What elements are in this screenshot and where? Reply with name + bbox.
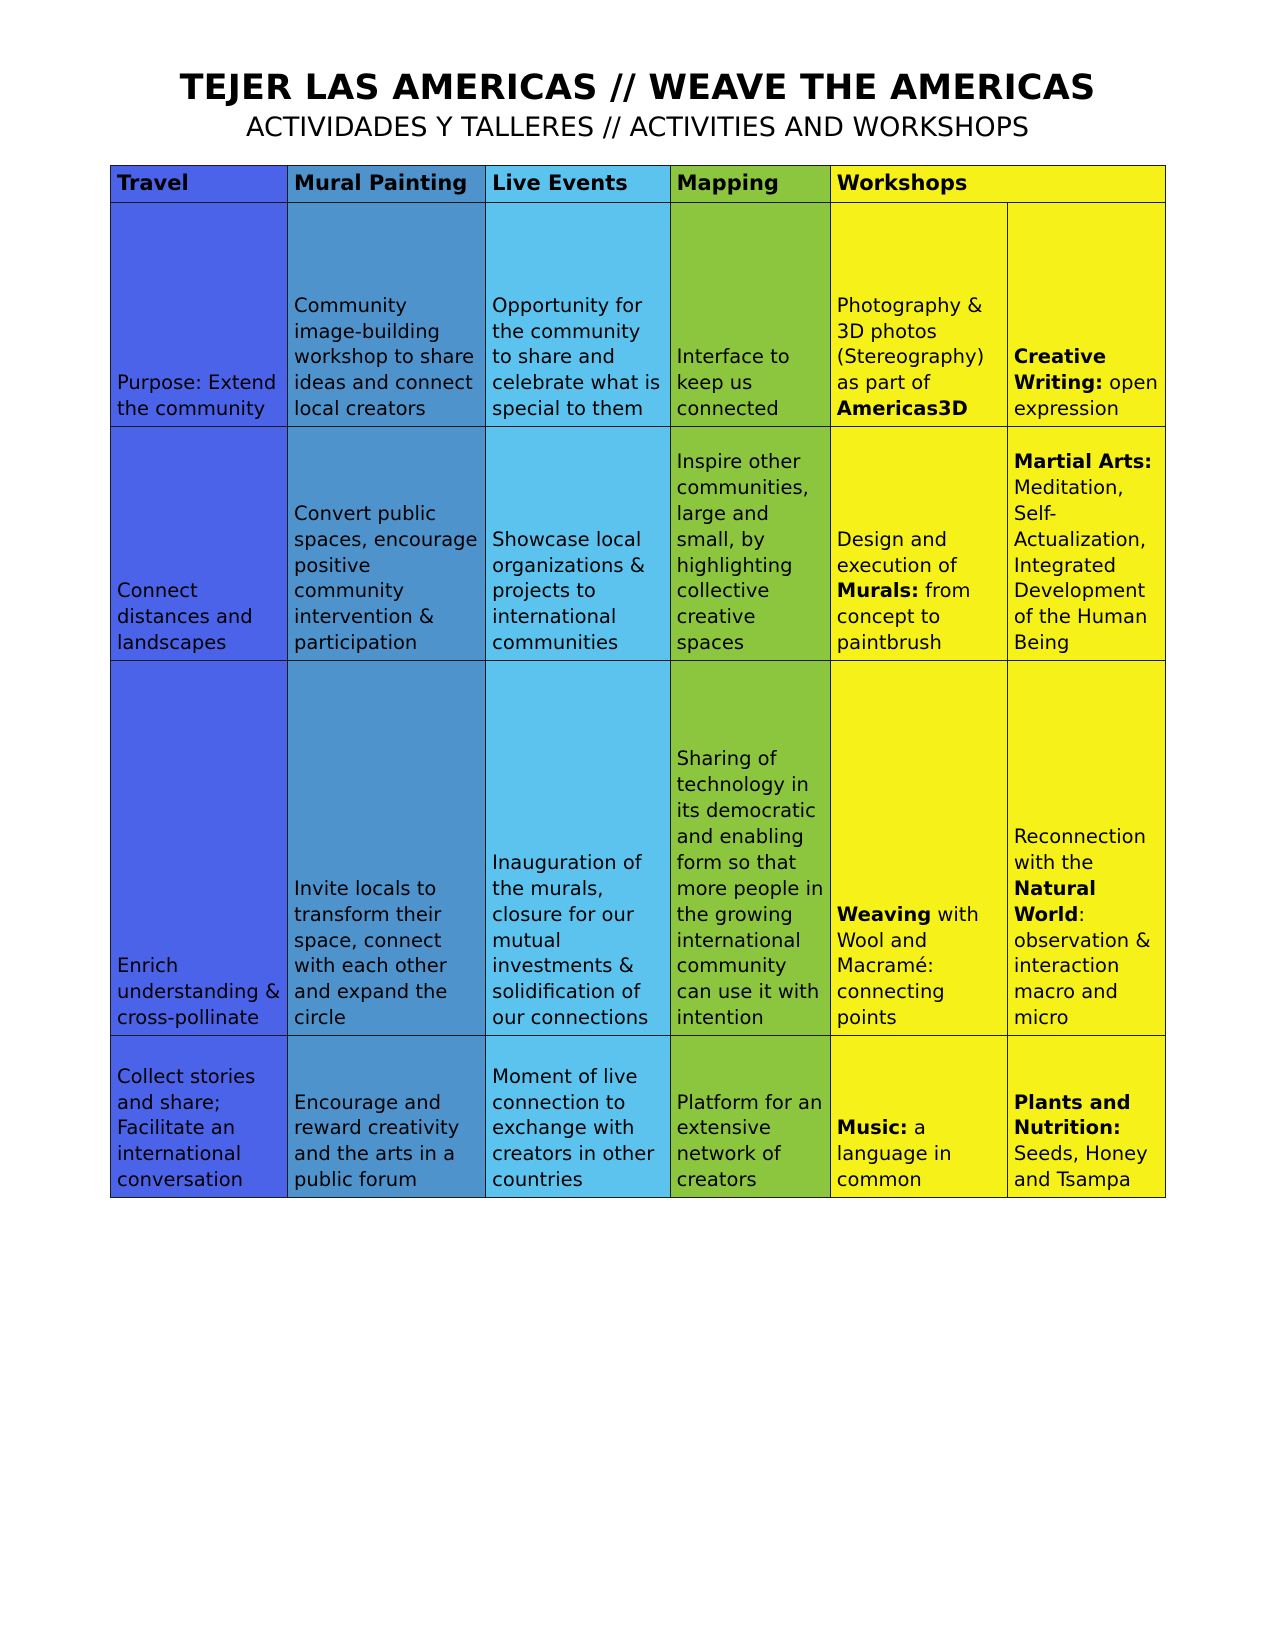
workshop-text-lead: Reconnection with the <box>1013 824 1146 874</box>
workshop-term: Americas3D <box>836 397 968 421</box>
workshop-text: Seeds, Honey and Tsampa <box>1013 1142 1148 1192</box>
table-row <box>111 661 1166 1036</box>
workshop-term: Martial Arts: <box>1013 449 1153 473</box>
workshop-text: Photography & 3D photos (Stereography) as part of <box>836 293 985 395</box>
workshop-text: Design and execution of <box>836 527 957 577</box>
cell-travel-1: Purpose: Extend the community <box>111 203 288 427</box>
cell-workshop-b-4 <box>1007 1036 1165 1198</box>
cell-mural-3: Invite locals to transform their space, connect with each other and expand the circle <box>288 661 486 1036</box>
column-header-mapping: Mapping <box>670 166 830 203</box>
cell-workshop-b-2 <box>1007 427 1165 661</box>
workshop-term: Murals: <box>836 579 919 603</box>
table-row <box>111 427 1166 661</box>
column-header-mural: Mural Painting <box>288 166 486 203</box>
column-header-live-events: Live Events <box>486 166 670 203</box>
table-row <box>111 203 1166 427</box>
workshop-term: Creative Writing: <box>1013 345 1107 395</box>
workshop-term: Natural World <box>1013 876 1096 926</box>
cell-mapping-4: Platform for an extensive network of creators <box>670 1036 830 1198</box>
workshop-term: Weaving <box>836 902 932 926</box>
column-header-workshops: Workshops <box>830 166 1165 203</box>
cell-mapping-3: Sharing of technology in its democratic and enabling form so that more people in the growing international community can use it with intention <box>670 661 830 1036</box>
workshop-term: Music: <box>836 1116 908 1140</box>
page-subtitle: ACTIVIDADES Y TALLERES // ACTIVITIES AND WORKSHOPS <box>245 112 1030 144</box>
cell-workshop-a-2 <box>830 427 1007 661</box>
workshop-text: Meditation, Self-Actualization, Integrated Development of the Human Being <box>1013 475 1148 655</box>
cell-workshop-b-1 <box>1007 203 1165 427</box>
cell-workshop-b-3 <box>1007 661 1165 1036</box>
workshop-term: Plants and Nutrition: <box>1013 1090 1131 1140</box>
workshop-text: : observation & interaction macro and micro <box>1013 902 1151 1030</box>
activities-matrix <box>110 165 1166 1198</box>
workshop-text-tail: with Wool and Macramé: connecting points <box>836 902 979 1030</box>
page-title: TEJER LAS AMERICAS // WEAVE THE AMERICAS <box>179 68 1096 108</box>
table-header-row <box>111 166 1166 203</box>
cell-mural-1: Community image-building workshop to share ideas and connect local creators <box>288 203 486 427</box>
cell-live-events-1: Opportunity for the community to share and celebrate what is special to them <box>486 203 670 427</box>
cell-mapping-2: Inspire other communities, large and small, by highlighting collective creative spaces <box>670 427 830 661</box>
cell-workshop-a-4 <box>830 1036 1007 1198</box>
cell-mural-2: Convert public spaces, encourage positive community intervention & participation <box>288 427 486 661</box>
cell-mapping-1: Interface to keep us connected <box>670 203 830 427</box>
cell-live-events-4: Moment of live connection to exchange with creators in other countries <box>486 1036 670 1198</box>
cell-travel-2: Connect distances and landscapes <box>111 427 288 661</box>
cell-live-events-2: Showcase local organizations & projects to international communities <box>486 427 670 661</box>
cell-mural-4: Encourage and reward creativity and the arts in a public forum <box>288 1036 486 1198</box>
cell-travel-3: Enrich understanding & cross-pollinate <box>111 661 288 1036</box>
table-row <box>111 1036 1166 1198</box>
cell-travel-4: Collect stories and share; Facilitate an international conversation <box>111 1036 288 1198</box>
cell-live-events-3: Inauguration of the murals, closure for our mutual investments & solidification of our connections <box>486 661 670 1036</box>
workshop-text: open expression <box>1013 371 1158 421</box>
workshop-text-tail: a language in common <box>836 1116 952 1192</box>
column-header-travel: Travel <box>111 166 288 203</box>
cell-workshop-a-1 <box>830 203 1007 427</box>
cell-workshop-a-3 <box>830 661 1007 1036</box>
workshop-text-tail: from concept to paintbrush <box>836 579 971 655</box>
